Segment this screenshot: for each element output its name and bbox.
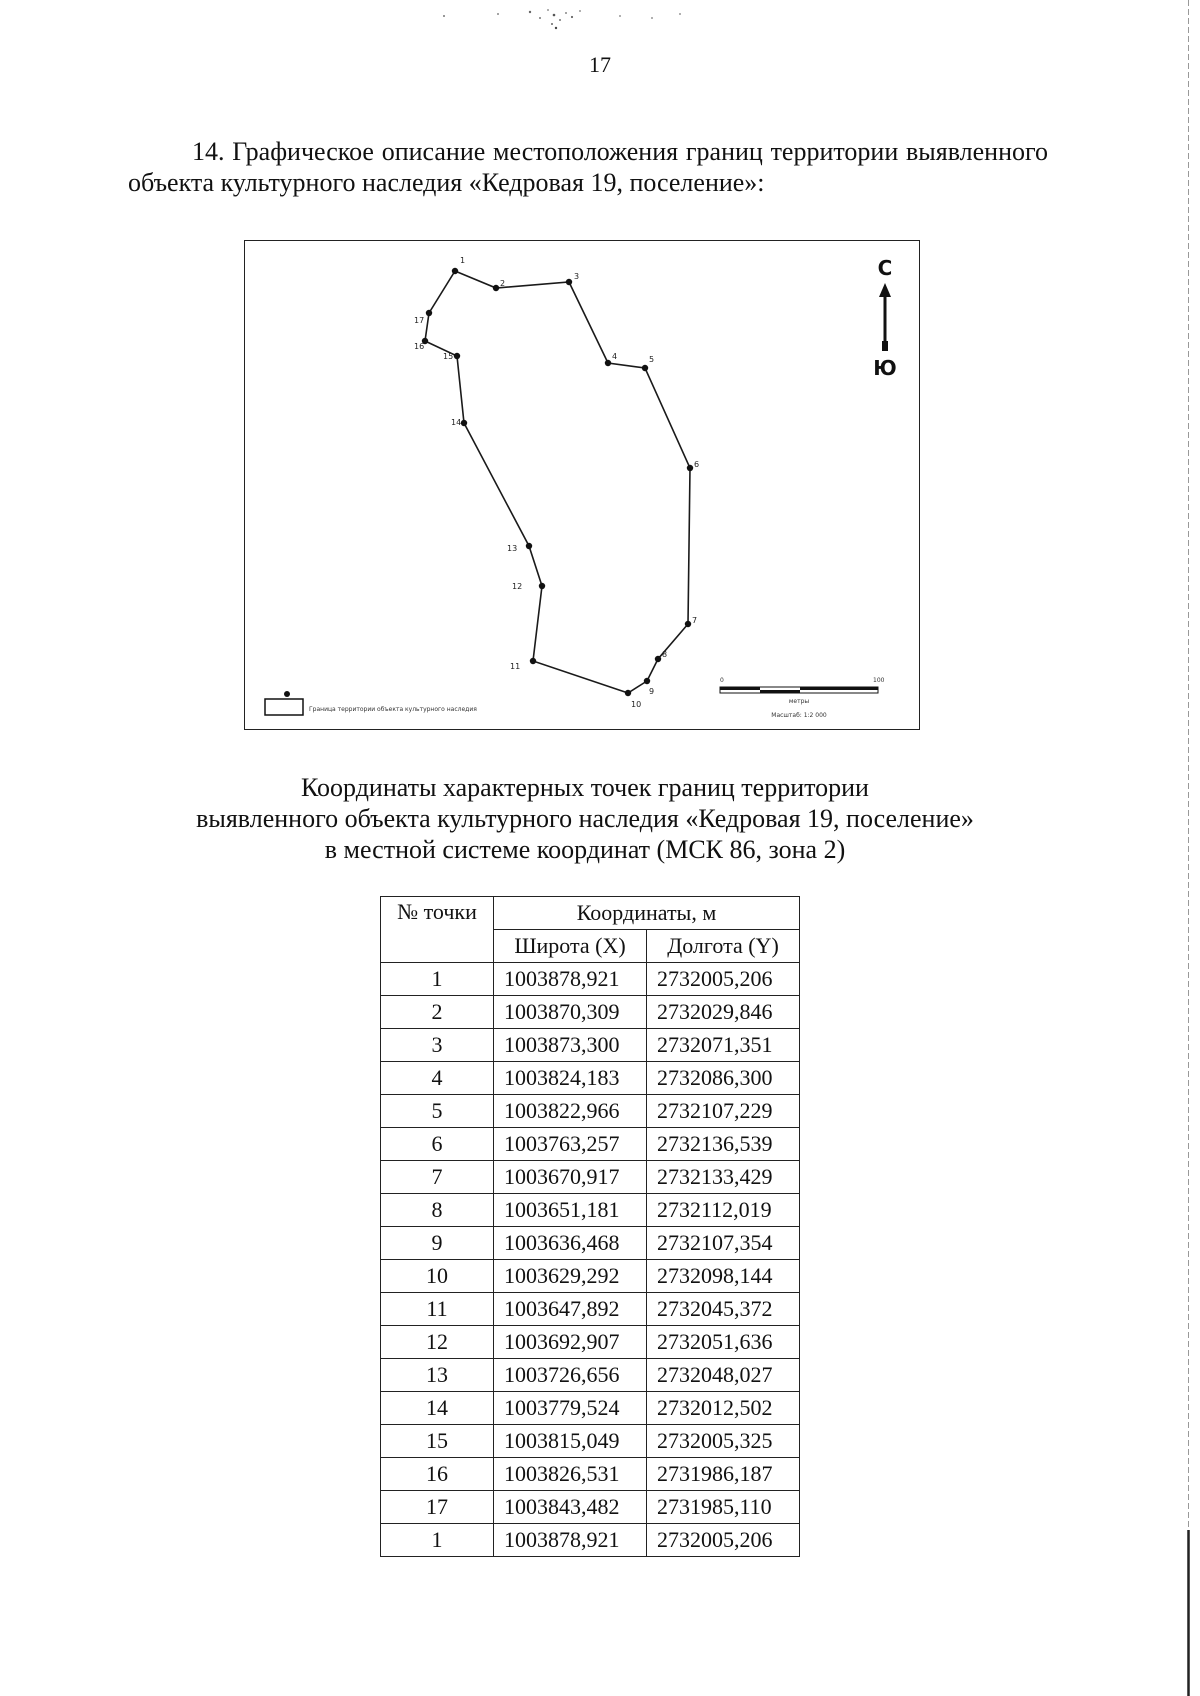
boundary-vertex [655, 656, 661, 662]
cell-longitude: 2732029,846 [647, 996, 800, 1029]
cell-longitude: 2732045,372 [647, 1293, 800, 1326]
cell-latitude: 1003629,292 [494, 1260, 647, 1293]
legend-text: Граница территории объекта культурного наследия [309, 706, 477, 713]
coordinates-title-line1: Координаты характерных точек границ территории [301, 773, 869, 802]
boundary-vertex [642, 365, 648, 371]
cell-point-number: 12 [381, 1326, 494, 1359]
cell-point-number: 8 [381, 1194, 494, 1227]
table-row [381, 1293, 800, 1326]
cell-latitude: 1003636,468 [494, 1227, 647, 1260]
boundary-vertex [566, 279, 572, 285]
cell-point-number: 2 [381, 996, 494, 1029]
cell-point-number: 9 [381, 1227, 494, 1260]
cell-longitude: 2732012,502 [647, 1392, 800, 1425]
table-row [381, 1392, 800, 1425]
cell-point-number: 5 [381, 1095, 494, 1128]
header-coordinates: Координаты, м [494, 897, 800, 930]
boundary-vertex [685, 621, 691, 627]
vertex-label: 8 [662, 650, 668, 659]
cell-point-number: 16 [381, 1458, 494, 1491]
territory-boundary [425, 271, 690, 693]
boundary-vertex [493, 285, 499, 291]
cell-latitude: 1003822,966 [494, 1095, 647, 1128]
cell-point-number: 15 [381, 1425, 494, 1458]
coordinates-title-line2: выявленного объекта культурного наследия «Кедровая 19, поселение» [196, 804, 974, 833]
table-row [381, 1194, 800, 1227]
table-row [381, 1425, 800, 1458]
cell-point-number: 1 [381, 963, 494, 996]
legend [265, 691, 477, 715]
vertex-label: 15 [443, 352, 454, 361]
cell-longitude: 2732136,539 [647, 1128, 800, 1161]
vertex-label: 6 [694, 460, 700, 469]
vertex-label: 1 [460, 256, 466, 265]
table-row [381, 1029, 800, 1062]
cell-longitude: 2731985,110 [647, 1491, 800, 1524]
cell-longitude: 2732086,300 [647, 1062, 800, 1095]
cell-point-number: 4 [381, 1062, 494, 1095]
boundary-map-svg [245, 241, 921, 731]
cell-latitude: 1003873,300 [494, 1029, 647, 1062]
vertex-label: 4 [612, 352, 618, 361]
cell-point-number: 6 [381, 1128, 494, 1161]
boundary-vertex [539, 583, 545, 589]
boundary-map [244, 240, 920, 730]
boundary-vertex [526, 543, 532, 549]
vertex-label: 16 [414, 342, 425, 351]
scale-unit: метры [788, 698, 810, 705]
cell-latitude: 1003870,309 [494, 996, 647, 1029]
scale-start: 0 [720, 677, 724, 684]
cell-latitude: 1003670,917 [494, 1161, 647, 1194]
section-heading-line2: выявленного объекта культурного наследия «Кедровая 19, поселение»: [128, 137, 1048, 197]
boundary-vertex [452, 268, 458, 274]
south-label: Ю [873, 356, 897, 380]
section-heading [128, 136, 1048, 198]
table-row [381, 1326, 800, 1359]
vertex-label: 14 [451, 418, 462, 427]
vertex-label: 10 [631, 700, 642, 709]
vertex-label: 17 [414, 316, 425, 325]
vertex-label: 7 [692, 616, 698, 625]
cell-longitude: 2732005,206 [647, 963, 800, 996]
cell-longitude: 2731986,187 [647, 1458, 800, 1491]
cell-longitude: 2732005,325 [647, 1425, 800, 1458]
table-row [381, 1062, 800, 1095]
coordinates-title-line3: в местной системе координат (МСК 86, зона 2) [324, 835, 846, 864]
table-row [381, 1095, 800, 1128]
table-row [381, 1161, 800, 1194]
cell-point-number: 14 [381, 1392, 494, 1425]
table-row [381, 1359, 800, 1392]
cell-longitude: 2732107,354 [647, 1227, 800, 1260]
vertex-label: 5 [649, 355, 655, 364]
north-label: С [877, 256, 893, 280]
cell-longitude: 2732005,206 [647, 1524, 800, 1557]
boundary-vertex [625, 690, 631, 696]
legend-swatch [265, 699, 303, 715]
coordinates-table [380, 896, 800, 1557]
vertex-label: 9 [649, 687, 655, 696]
vertex-label: 2 [500, 279, 506, 288]
header-latitude: Широта (X) [494, 930, 647, 963]
cell-longitude: 2732107,229 [647, 1095, 800, 1128]
cell-point-number: 13 [381, 1359, 494, 1392]
scan-noise [430, 4, 750, 34]
cell-latitude: 1003763,257 [494, 1128, 647, 1161]
cell-latitude: 1003647,892 [494, 1293, 647, 1326]
boundary-vertex [461, 420, 467, 426]
table-row [381, 1491, 800, 1524]
cell-latitude: 1003826,531 [494, 1458, 647, 1491]
header-point-number: № точки [381, 897, 494, 963]
page-number: 17 [589, 52, 611, 77]
cell-latitude: 1003726,656 [494, 1359, 647, 1392]
cell-point-number: 10 [381, 1260, 494, 1293]
header-longitude: Долгота (Y) [647, 930, 800, 963]
boundary-vertex [605, 360, 611, 366]
cell-latitude: 1003824,183 [494, 1062, 647, 1095]
boundary-vertex [426, 310, 432, 316]
cell-point-number: 17 [381, 1491, 494, 1524]
cell-longitude: 2732051,636 [647, 1326, 800, 1359]
cell-longitude: 2732112,019 [647, 1194, 800, 1227]
cell-point-number: 3 [381, 1029, 494, 1062]
section-heading-line1: 14. Графическое описание местоположения границ территории [192, 137, 899, 166]
cell-longitude: 2732133,429 [647, 1161, 800, 1194]
cell-point-number: 11 [381, 1293, 494, 1326]
table-row [381, 1227, 800, 1260]
table-row [381, 1128, 800, 1161]
scale-bar [720, 677, 885, 719]
cell-latitude: 1003843,482 [494, 1491, 647, 1524]
cell-latitude: 1003692,907 [494, 1326, 647, 1359]
scale-end: 100 [873, 677, 885, 684]
cell-longitude: 2732071,351 [647, 1029, 800, 1062]
cell-point-number: 1 [381, 1524, 494, 1557]
cell-latitude: 1003651,181 [494, 1194, 647, 1227]
cell-latitude: 1003878,921 [494, 963, 647, 996]
boundary-vertex [454, 353, 460, 359]
table-row [381, 1260, 800, 1293]
vertex-label: 13 [507, 544, 518, 553]
cell-latitude: 1003779,524 [494, 1392, 647, 1425]
table-row [381, 963, 800, 996]
boundary-vertex [530, 658, 536, 664]
legend-point-icon [284, 691, 290, 697]
cell-point-number: 7 [381, 1161, 494, 1194]
vertex-label: 3 [574, 272, 580, 281]
cell-latitude: 1003815,049 [494, 1425, 647, 1458]
scale-ratio: Масштаб: 1:2 000 [771, 712, 827, 719]
vertex-label: 11 [510, 662, 521, 671]
boundary-vertex [687, 465, 693, 471]
vertex-label: 12 [512, 582, 523, 591]
table-row [381, 1524, 800, 1557]
cell-longitude: 2732048,027 [647, 1359, 800, 1392]
table-row [381, 1458, 800, 1491]
north-arrow-icon [879, 283, 891, 351]
table-row [381, 996, 800, 1029]
boundary-vertex [644, 678, 650, 684]
coordinates-title [0, 772, 1170, 865]
scan-edge-line [1187, 0, 1190, 1696]
cell-latitude: 1003878,921 [494, 1524, 647, 1557]
cell-longitude: 2732098,144 [647, 1260, 800, 1293]
